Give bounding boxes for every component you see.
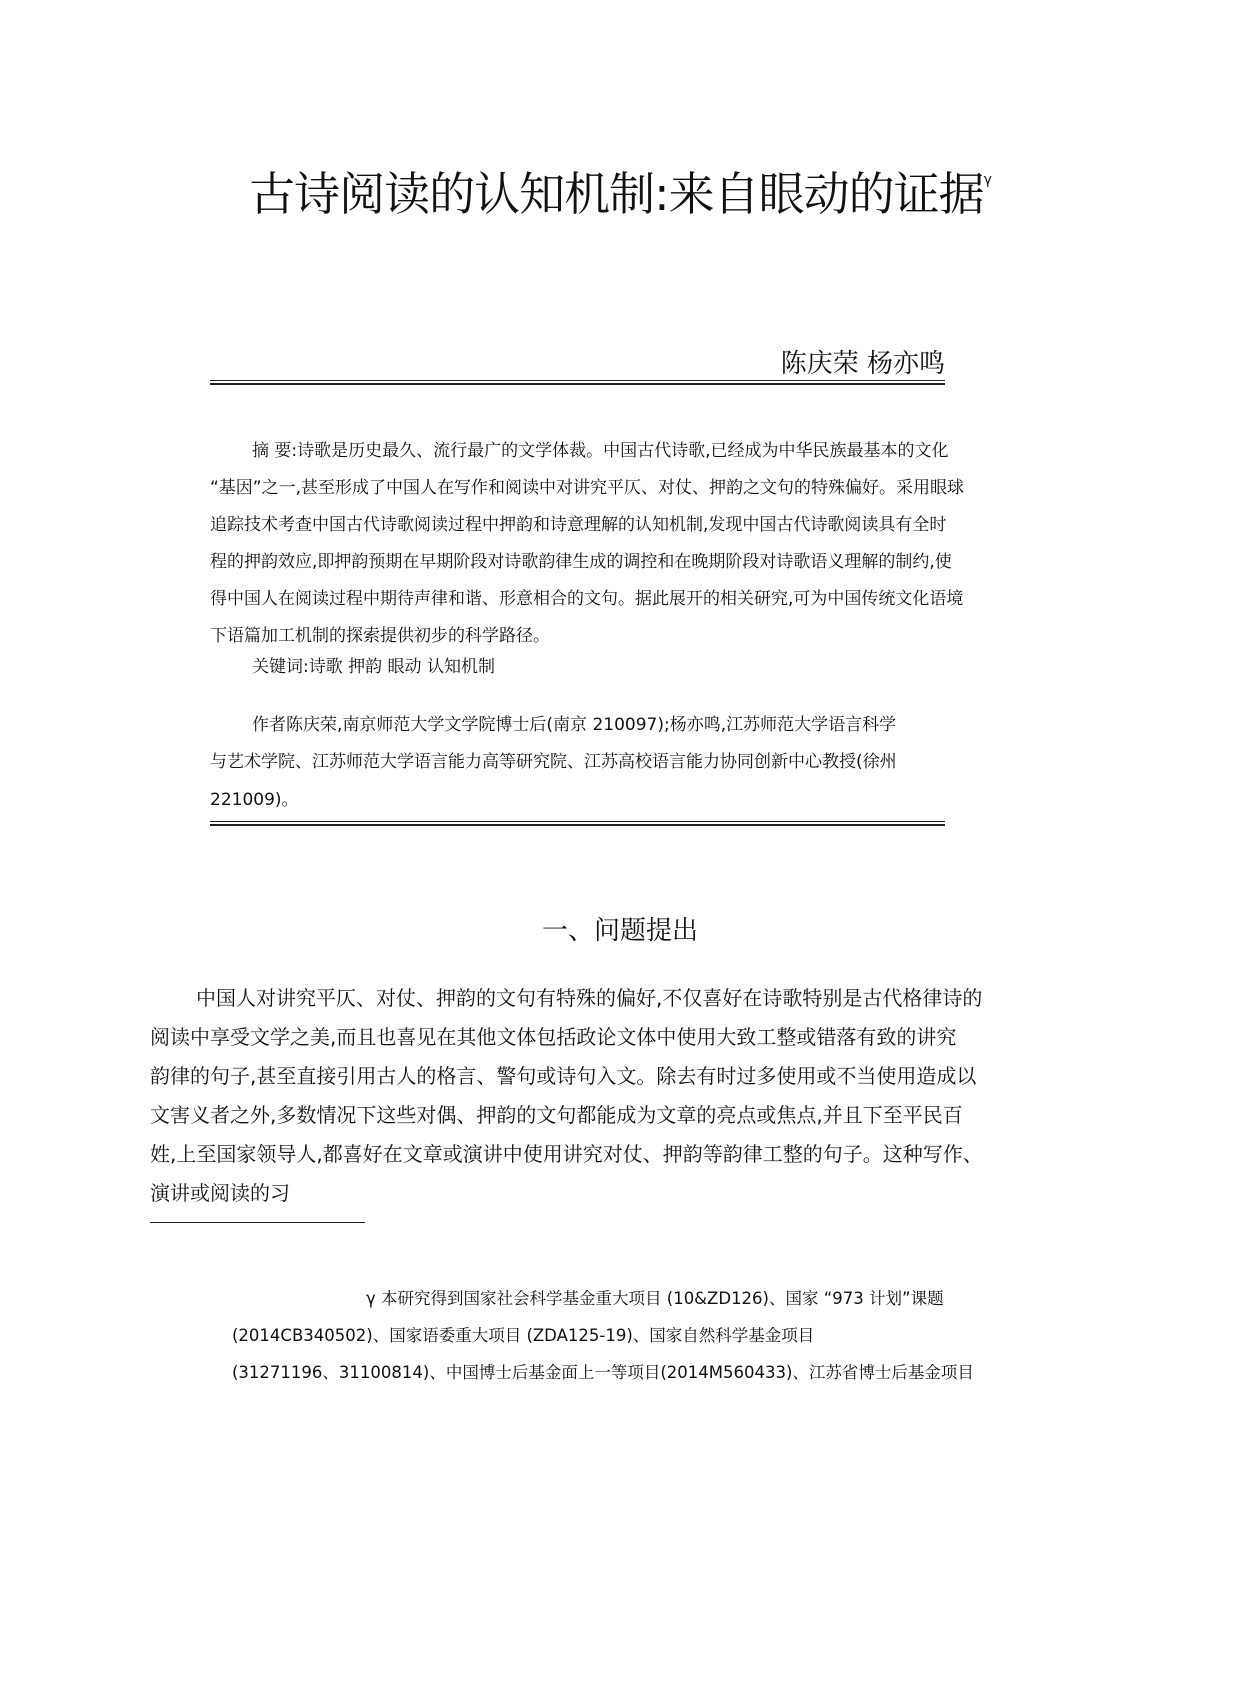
author-info-line: 作者陈庆荣,南京师范大学文学院博士后(南京 210097);杨亦鸣,江苏师范大学语言科学	[252, 715, 897, 735]
body-line: 阅读中享受文学之美,而且也喜见在其他文体包括政论文体中使用大致工整或错落有致的讲究	[150, 1025, 957, 1049]
title-footnote-mark: γ	[983, 172, 991, 188]
footnote-line: γ 本研究得到国家社会科学基金重大项目 (10&ZD126)、国家 “973 计划”课题	[366, 1289, 944, 1308]
abstract-line: 摘 要:诗歌是历史最久、流行最广的文学体裁。中国古代诗歌,已经成为中华民族最基本的文化	[252, 441, 949, 461]
author-info-line: 221009)。	[210, 790, 299, 810]
body-line: 演讲或阅读的习	[150, 1181, 290, 1205]
body-line: 中国人对讲究平仄、对仗、押韵的文句有特殊的偏好,不仅喜好在诗歌特别是古代格律诗的	[196, 986, 983, 1010]
section-heading: 一、问题提出	[541, 916, 698, 946]
divider-top	[210, 380, 945, 385]
abstract-line: “基因”之一,甚至形成了中国人在写作和阅读中对讲究平仄、对仗、押韵之文句的特殊偏好。采用眼球	[210, 478, 965, 498]
title-text: 古诗阅读的认知机制:来自眼动的证据	[249, 167, 984, 221]
abstract-line: 追踪技术考查中国古代诗歌阅读过程中押韵和诗意理解的认知机制,发现中国古代诗歌阅读具有全时	[210, 515, 947, 535]
author-info-line: 与艺术学院、江苏师范大学语言能力高等研究院、江苏高校语言能力协同创新中心教授(徐州	[210, 752, 897, 772]
footnote-line: (31271196、31100814)、中国博士后基金面上一等项目(2014M560433)、江苏省博士后基金项目	[232, 1363, 974, 1382]
abstract-line: 下语篇加工机制的探索提供初步的科学路径。	[210, 626, 550, 646]
keywords: 关键词:诗歌 押韵 眼动 认知机制	[252, 657, 495, 677]
footnote-line: (2014CB340502)、国家语委重大项目 (ZDA125-19)、国家自然科学基金项目	[232, 1326, 815, 1345]
divider-bottom	[210, 821, 945, 826]
footnote-separator	[150, 1222, 365, 1223]
body-line: 姓,上至国家领导人,都喜好在文章或演讲中使用讲究对仗、押韵等韵律工整的句子。这种写作、	[150, 1142, 983, 1166]
body-line: 文害义者之外,多数情况下这些对偶、押韵的文句都能成为文章的亮点或焦点,并且下至平民百	[150, 1103, 963, 1127]
abstract-line: 程的押韵效应,即押韵预期在早期阶段对诗歌韵律生成的调控和在晚期阶段对诗歌语义理解的制约,使	[210, 552, 952, 572]
authors: 陈庆荣 杨亦鸣	[780, 349, 945, 379]
abstract-line: 得中国人在阅读过程中期待声律和谐、形意相合的文句。据此展开的相关研究,可为中国传统文化语境	[210, 589, 964, 609]
paper-title	[0, 158, 1240, 224]
body-line: 韵律的句子,甚至直接引用古人的格言、警句或诗句入文。除去有时过多使用或不当使用造成以	[150, 1064, 977, 1088]
